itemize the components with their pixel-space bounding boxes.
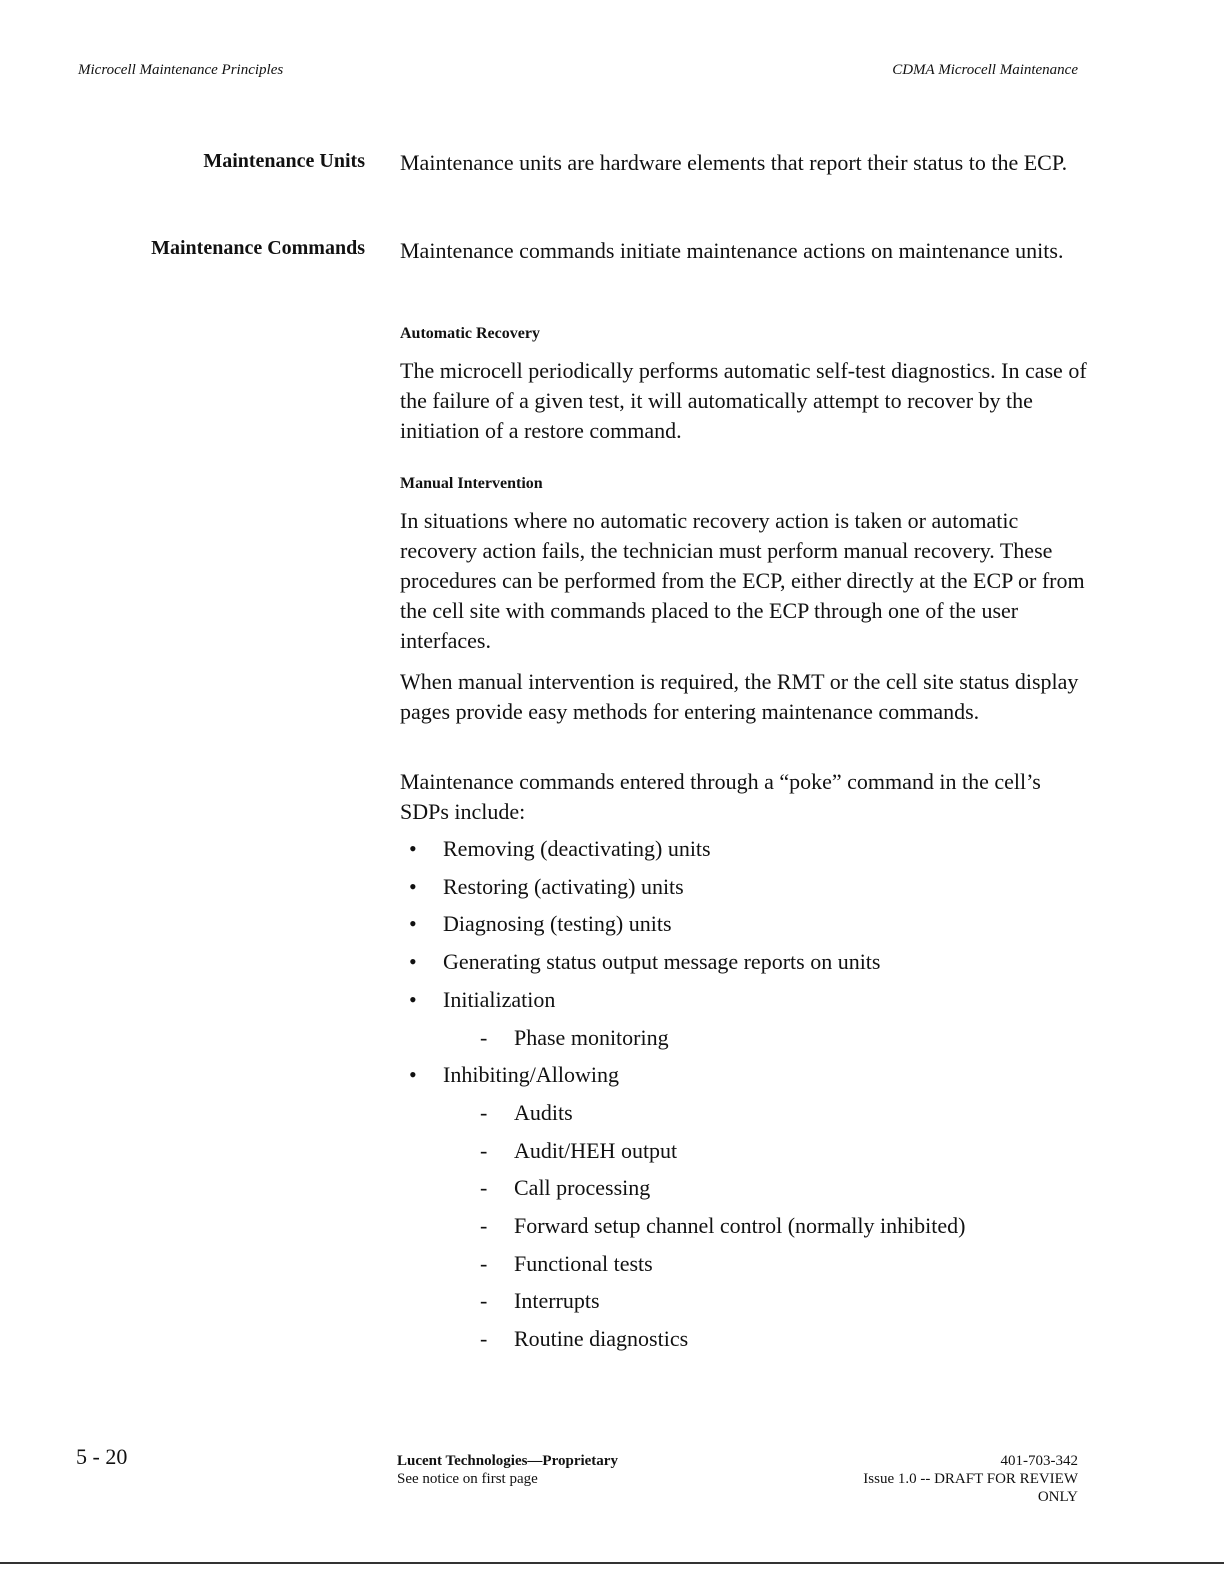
- list-item-text: Initialization: [443, 986, 556, 1012]
- bullet-icon: •: [409, 836, 417, 861]
- dash-icon: -: [480, 1175, 488, 1201]
- footer-issue: Issue 1.0 -- DRAFT FOR REVIEW: [863, 1471, 1078, 1487]
- list-item-text: Inhibiting/Allowing: [443, 1062, 619, 1088]
- commands-text: Maintenance commands initiate maintenance actions on maintenance units.: [400, 238, 1064, 263]
- paragraph-maintenance-units: [400, 148, 1090, 178]
- footer-right: [863, 1452, 1078, 1506]
- dash-icon: -: [480, 1288, 488, 1314]
- list-item-text: Audits: [514, 1099, 573, 1125]
- paragraph-manual-intervention-3: [400, 767, 1090, 827]
- running-header-right: CDMA Microcell Maintenance: [892, 62, 1078, 78]
- bullet-icon: •: [409, 986, 417, 1012]
- paragraph-maintenance-commands: [400, 236, 1090, 266]
- list-item-text: Routine diagnostics: [514, 1326, 689, 1352]
- heading-maintenance-commands: Maintenance Commands: [151, 237, 365, 259]
- heading-maintenance-units: Maintenance Units: [203, 150, 365, 172]
- list-item-text: Restoring (activating) units: [443, 873, 684, 899]
- list-item-text: Phase monitoring: [514, 1024, 669, 1050]
- list-item-text: Forward setup channel control (normally inhibited): [514, 1213, 966, 1238]
- footer-doc-number: 401-703-342: [1000, 1453, 1078, 1469]
- bullet-icon: •: [409, 911, 417, 937]
- automatic-recovery-text: The microcell periodically performs automatic self-test diagnostics. In case of the failure of a given test, it will automatically attempt to recover by the initiation of a restore command.: [400, 358, 1087, 443]
- subheading-manual-intervention: Manual Intervention: [400, 475, 543, 492]
- dash-icon: -: [480, 1099, 488, 1125]
- footer-company: Lucent Technologies—Proprietary: [397, 1453, 618, 1469]
- footer-issue-cont: ONLY: [1037, 1489, 1078, 1505]
- paragraph-manual-intervention-1: [400, 506, 1090, 656]
- bottom-rule: [0, 1562, 1224, 1564]
- subheading-automatic-recovery: Automatic Recovery: [400, 325, 540, 342]
- manual-intervention-text-2: When manual intervention is required, the RMT or the cell site status display pages provide easy methods for entering maintenance commands.: [400, 669, 1079, 724]
- running-header-left: Microcell Maintenance Principles: [78, 62, 284, 78]
- footer-notice: See notice on first page: [397, 1471, 538, 1487]
- bullet-icon: •: [409, 873, 417, 899]
- paragraph-manual-intervention-2: [400, 667, 1090, 727]
- dash-icon: -: [480, 1326, 488, 1352]
- list-item-text: Removing (deactivating) units: [443, 836, 711, 861]
- list-item-text: Interrupts: [514, 1288, 600, 1314]
- footer-center: [397, 1452, 618, 1488]
- manual-intervention-text-3: Maintenance commands entered through a “poke” command in the cell’s SDPs include:: [400, 769, 1041, 824]
- page-number: 5 - 20: [76, 1444, 128, 1469]
- bullet-icon: •: [409, 949, 417, 975]
- paragraph-automatic-recovery: [400, 356, 1090, 446]
- list-item-text: Generating status output message reports on units: [443, 949, 881, 975]
- dash-icon: -: [480, 1250, 488, 1276]
- list-item-text: Audit/HEH output: [514, 1137, 678, 1163]
- list-item-text: Call processing: [514, 1175, 651, 1201]
- list-item-text: Functional tests: [514, 1250, 653, 1276]
- bullet-icon: •: [409, 1062, 417, 1088]
- dash-icon: -: [480, 1024, 488, 1050]
- manual-intervention-text-1: In situations where no automatic recovery action is taken or automatic recovery action fails, the technician must perform manual recovery. These procedures can be performed from the ECP, either directly at the ECP or from the cell site with commands placed to the ECP through one of the user interfaces.: [400, 508, 1085, 653]
- dash-icon: -: [480, 1137, 488, 1163]
- list-item-text: Diagnosing (testing) units: [443, 911, 672, 937]
- dash-icon: -: [480, 1213, 488, 1238]
- units-text: Maintenance units are hardware elements that report their status to the ECP.: [400, 150, 1068, 175]
